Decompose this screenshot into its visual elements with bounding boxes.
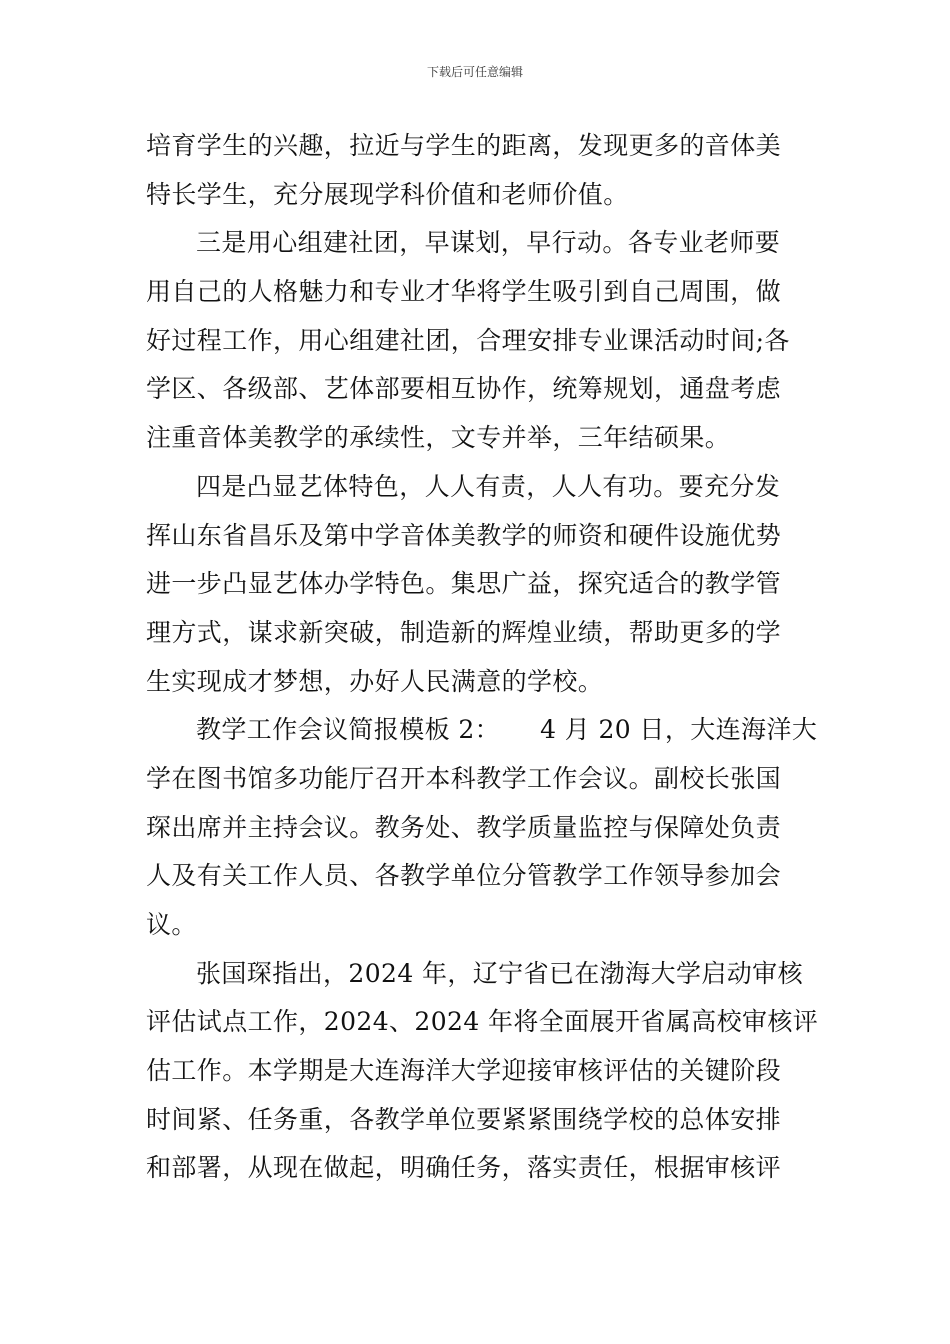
text-line: 人及有关工作人员、各教学单位分管教学工作领导参加会 — [146, 861, 782, 891]
text-line: 议。 — [146, 910, 197, 939]
text-line: 学区、各级部、艺体部要相互协作，统筹规划，通盘考虑 — [146, 374, 782, 404]
text-line — [146, 706, 818, 755]
text-line: 四是凸显艺体特色，人人有责，人人有功。要充分发 — [196, 471, 781, 501]
text-line: 三是用心组建社团，早谋划，早行动。各专业老师要 — [196, 228, 781, 258]
text-line: 进一步凸显艺体办学特色。集思广益，探究适合的教学管 — [146, 569, 782, 599]
text-line: 和部署，从现在做起，明确任务，落实责任，根据审核评 — [146, 1153, 782, 1183]
text-line: 理方式，谋求新突破，制造新的辉煌业绩，帮助更多的学 — [146, 617, 782, 647]
text-line: 注重音体美教学的承续性，文专并举，三年结硕果。 — [146, 423, 731, 453]
template-heading: 教学工作会议简报模板 2： — [196, 715, 501, 745]
text-line: 生实现成才梦想，办好人民满意的学校。 — [146, 666, 604, 696]
text-line: 学在图书馆多功能厅召开本科教学工作会议。副校长张国 — [146, 763, 782, 793]
text-line: 好过程工作，用心组建社团，合理安排专业课活动时间;各 — [146, 325, 790, 355]
text-line: 估工作。本学期是大连海洋大学迎接审核评估的关键阶段 — [146, 1056, 782, 1086]
text-line: 张国琛指出，2024 年，辽宁省已在渤海大学启动审核 — [196, 958, 803, 988]
document-body — [146, 122, 819, 1193]
text-line: 评估试点工作，2024、2024 年将全面展开省属高校审核评 — [146, 1007, 819, 1037]
page-header: 下载后可任意编辑 — [426, 65, 523, 79]
text-fragment: 4 月 20 日，大连海洋大 — [540, 715, 818, 745]
text-line: 特长学生，充分展现学科价值和老师价值。 — [146, 179, 629, 209]
text-line: 时间紧、任务重，各教学单位要紧紧围绕学校的总体安排 — [146, 1104, 782, 1134]
text-line: 琛出席并主持会议。教务处、教学质量监控与保障处负责 — [146, 812, 782, 842]
text-line: 挥山东省昌乐及第中学音体美教学的师资和硬件设施优势 — [146, 520, 782, 550]
text-line: 用自己的人格魅力和专业才华将学生吸引到自己周围，做 — [146, 277, 782, 307]
text-line: 培育学生的兴趣，拉近与学生的距离，发现更多的音体美 — [146, 131, 782, 160]
